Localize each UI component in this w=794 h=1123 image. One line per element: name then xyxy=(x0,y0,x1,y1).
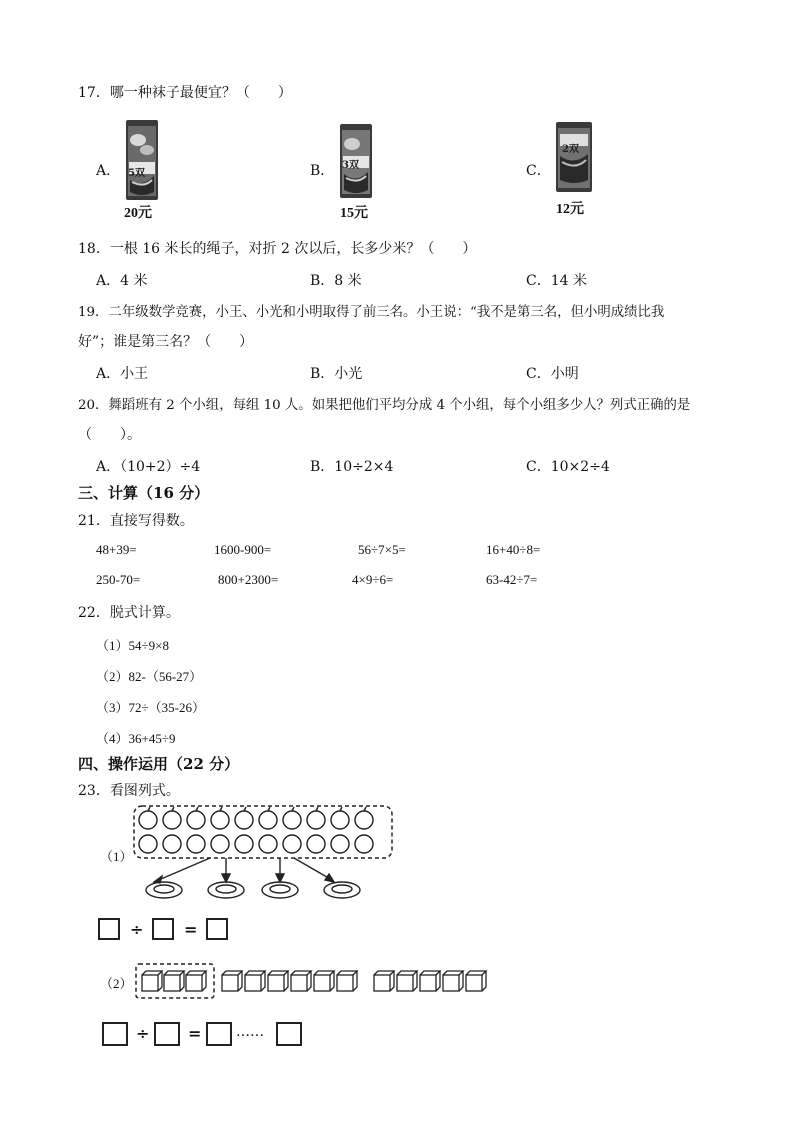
q22-item-4: （4）36+45÷9 xyxy=(96,731,176,746)
q19-option-b[interactable]: B．小光 xyxy=(310,366,363,382)
q18-option-a[interactable]: A．4 米 xyxy=(96,273,148,289)
q20-stem-line1: 20．舞蹈班有 2 个小组，每组 10 人。如果把他们平均分成 4 个小组，每个小组多少人？列式正确的是 xyxy=(78,398,691,413)
q22-item-1: （1）54÷9×8 xyxy=(96,638,169,653)
q20-option-b[interactable]: B．10÷2×4 xyxy=(310,459,394,475)
q23-part1-answer-box-3[interactable] xyxy=(206,918,228,940)
q19-stem-line1: 19．二年级数学竞赛，小王、小光和小明取得了前三名。小王说：“我不是第三名，但小明成绩比我 xyxy=(78,305,665,320)
q19-stem-line2: 好”；谁是第三名？（ ） xyxy=(78,334,254,350)
sock-pack-a-image xyxy=(124,118,160,202)
q23-part2-answer-box-2[interactable] xyxy=(154,1022,180,1046)
q23-part2-div-sign: ÷ xyxy=(136,1024,150,1043)
q20-stem-line2: （ ）。 xyxy=(78,427,141,443)
q21-row2-item3: 4×9÷6= xyxy=(352,572,394,587)
q17-price-c: 12元 xyxy=(556,202,584,217)
q21-row1-item1: 48+39= xyxy=(96,542,137,557)
q23-part2-label: （2） xyxy=(100,976,133,991)
q20-option-c[interactable]: C．10×2÷4 xyxy=(526,459,610,475)
q23-part2-remainder-dots: …… xyxy=(236,1024,264,1040)
section-4-title: 四、操作运用（22 分） xyxy=(78,755,240,773)
q18-option-b[interactable]: B．8 米 xyxy=(310,273,362,289)
sock-pack-a-count: 5双 xyxy=(128,168,145,179)
q23-part2-remainder-box[interactable] xyxy=(276,1022,302,1046)
q23-stem: 23．看图列式。 xyxy=(78,783,180,799)
q22-stem: 22．脱式计算。 xyxy=(78,605,180,621)
q23-part1-answer-box-1[interactable] xyxy=(98,918,120,940)
q23-part1-answer-box-2[interactable] xyxy=(152,918,174,940)
q17-option-c-label[interactable]: C． xyxy=(526,163,551,179)
sock-pack-c-count: 2双 xyxy=(562,144,579,155)
q21-row2-item4: 63-42÷7= xyxy=(486,572,538,587)
q21-stem: 21．直接写得数。 xyxy=(78,513,194,529)
q23-part1-div-sign: ÷ xyxy=(130,920,144,939)
sock-pack-c-image xyxy=(554,120,594,194)
sock-pack-b-count: 3双 xyxy=(342,160,359,171)
q17-option-b-label[interactable]: B． xyxy=(310,163,335,179)
q23-part2-answer-box-3[interactable] xyxy=(206,1022,232,1046)
q21-row2-item1: 250-70= xyxy=(96,572,141,587)
q17-option-a-label[interactable]: A． xyxy=(96,163,121,179)
q18-stem: 18．一根 16 米长的绳子，对折 2 次以后，长多少米？（ ） xyxy=(78,241,477,257)
q23-part1-eq-sign: = xyxy=(184,920,198,939)
q21-row2-item2: 800+2300= xyxy=(218,572,279,587)
q17-price-b: 15元 xyxy=(340,206,368,221)
q19-option-a[interactable]: A．小王 xyxy=(96,366,149,382)
q23-part1-label: （1） xyxy=(100,849,133,864)
apples-to-plates-diagram xyxy=(130,804,400,904)
q21-row1-item2: 1600-900= xyxy=(214,542,272,557)
q19-option-c[interactable]: C．小明 xyxy=(526,366,579,382)
q17-price-a: 20元 xyxy=(124,206,152,221)
q23-part2-answer-box-1[interactable] xyxy=(102,1022,128,1046)
q22-item-2: （2）82-（56-27） xyxy=(96,669,203,684)
section-3-title: 三、计算（16 分） xyxy=(78,484,210,502)
cubes-grouping-diagram xyxy=(134,962,504,1002)
q21-row1-item3: 56÷7×5= xyxy=(358,542,406,557)
q22-item-3: （3）72÷（35-26） xyxy=(96,700,205,715)
q18-option-c[interactable]: C．14 米 xyxy=(526,273,587,289)
q20-option-a[interactable]: A．（10+2）÷4 xyxy=(96,459,201,475)
q17-stem: 17．哪一种袜子最便宜？（ ） xyxy=(78,85,292,101)
q23-part2-eq-sign: = xyxy=(188,1024,202,1043)
q21-row1-item4: 16+40÷8= xyxy=(486,542,541,557)
